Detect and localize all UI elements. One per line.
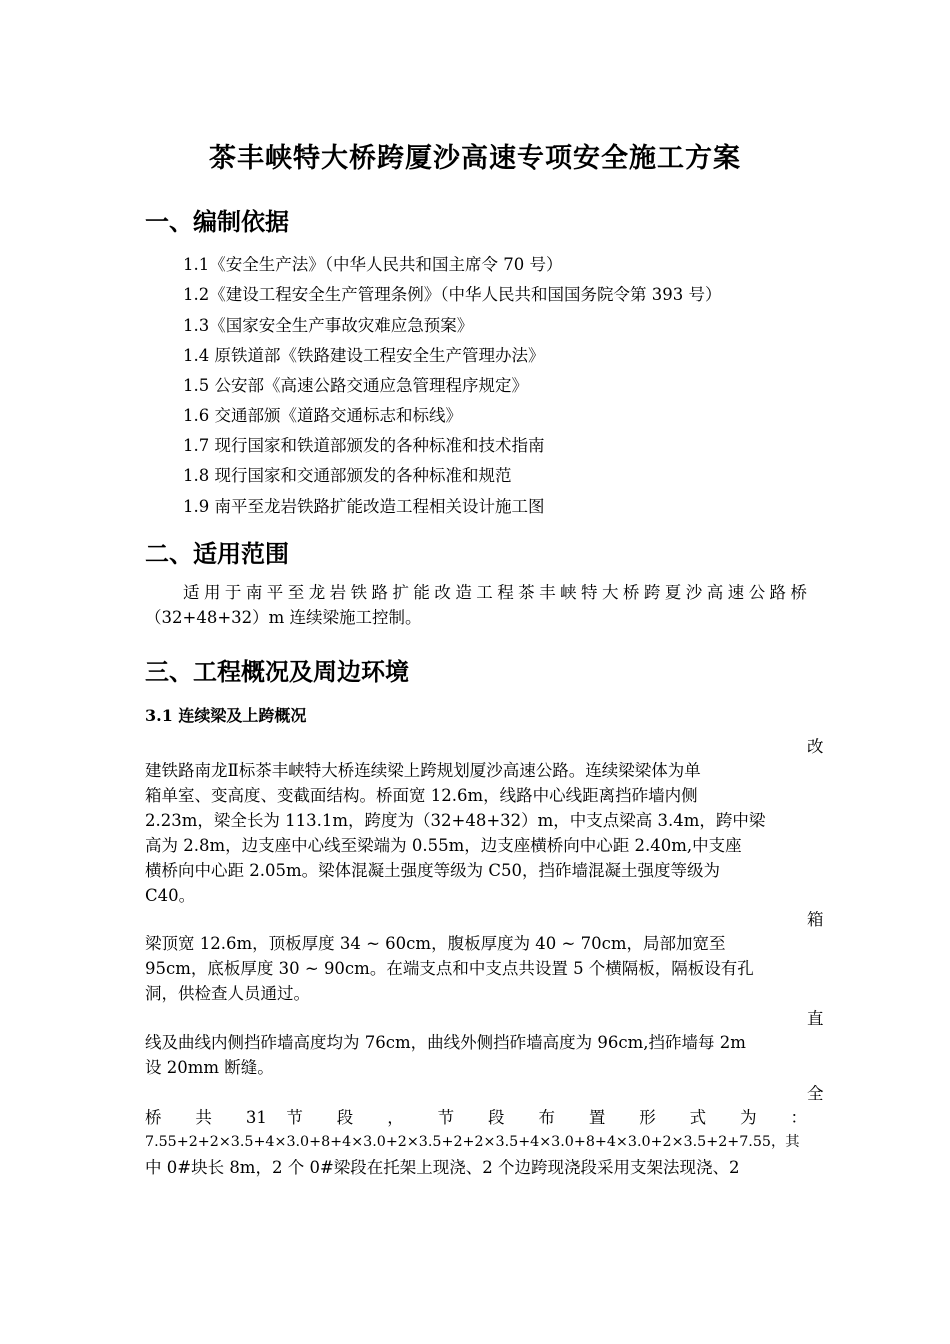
scope-paragraph [145,580,807,630]
body-paragraph [145,1030,807,1080]
paragraph-line: 95cm，底板厚度 30 ~ 90cm。在端支点和中支点共设置 5 个横隔板，隔板设有孔 [145,959,754,978]
body-paragraph [145,1105,807,1180]
section-heading-overview: 三、工程概况及周边环境 [145,657,409,686]
body-paragraph [145,758,807,908]
paragraph-line: 2.23m，梁全长为 113.1m，跨度为（32+48+32）m，中支点梁高 3.4m，跨中梁 [145,811,766,830]
paragraph-line: 洞，供检查人员通过。 [145,984,310,1003]
paragraph-first-char: 全 [807,1084,824,1103]
reference-item: 1.9 南平至龙岩铁路扩能改造工程相关设计施工图 [183,497,545,516]
document-title: 茶丰峡特大桥跨厦沙高速专项安全施工方案 [209,143,741,174]
paragraph-line: 梁顶宽 12.6m，顶板厚度 34 ~ 60cm，腹板厚度为 40 ~ 70cm，局部加宽至 [145,934,726,953]
reference-item: 1.1《安全生产法》（中华人民共和国主席令 70 号） [183,255,563,274]
section-heading-basis: 一、编制依据 [145,207,289,236]
reference-item: 1.3《国家安全生产事故灾难应急预案》 [183,316,474,335]
paragraph-line: 横桥向中心距 2.05m。梁体混凝土强度等级为 C50，挡砟墙混凝土强度等级为 [145,861,720,880]
paragraph-first-char: 箱 [807,910,824,929]
paragraph-line: （32+48+32）m 连续梁施工控制。 [145,608,422,627]
paragraph-line: 适用于南平至龙岩铁路扩能改造工程茶丰峡特大桥跨夏沙高速公路桥 [183,583,807,602]
paragraph-line: 箱单室、变高度、变截面结构。桥面宽 12.6m，线路中心线距离挡砟墙内侧 [145,786,698,805]
paragraph-line: 设 20mm 断缝。 [145,1058,274,1077]
subsection-heading: 3.1 连续梁及上跨概况 [145,706,307,725]
reference-item: 1.4 原铁道部《铁路建设工程安全生产管理办法》 [183,346,545,365]
paragraph-first-char: 直 [807,1009,824,1028]
paragraph-line: 桥 共 31 节 段 ， 节 段 布 置 形 式 为 ： [145,1108,807,1127]
paragraph-line: 中 0#块长 8m，2 个 0#梁段在托架上现浇、2 个边跨现浇段采用支架法现浇、2 [145,1158,740,1177]
body-paragraph [145,931,807,1006]
section-heading-scope: 二、适用范围 [145,539,289,568]
reference-item: 1.8 现行国家和交通部颁发的各种标准和规范 [183,466,512,485]
paragraph-line: 线及曲线内侧挡砟墙高度均为 76cm，曲线外侧挡砟墙高度为 96cm,挡砟墙每 2m [145,1033,746,1052]
paragraph-line: 7.55+2+2×3.5+4×3.0+8+4×3.0+2×3.5+2+2×3.5+4×3.0+8+4×3.0+2×3.5+2+7.55，其 [145,1134,800,1150]
paragraph-first-char: 改 [807,737,824,756]
reference-item: 1.2《建设工程安全生产管理条例》（中华人民共和国国务院令第 393 号） [183,285,722,304]
reference-item: 1.5 公安部《高速公路交通应急管理程序规定》 [183,376,528,395]
reference-item: 1.6 交通部颁《道路交通标志和标线》 [183,406,462,425]
paragraph-line: C40。 [145,886,196,905]
paragraph-line: 建铁路南龙Ⅱ标茶丰峡特大桥连续梁上跨规划厦沙高速公路。连续梁梁体为单 [145,761,701,780]
paragraph-line: 高为 2.8m，边支座中心线至梁端为 0.55m，边支座横桥向中心距 2.40m,中支座 [145,836,742,855]
reference-item: 1.7 现行国家和铁道部颁发的各种标准和技术指南 [183,436,545,455]
